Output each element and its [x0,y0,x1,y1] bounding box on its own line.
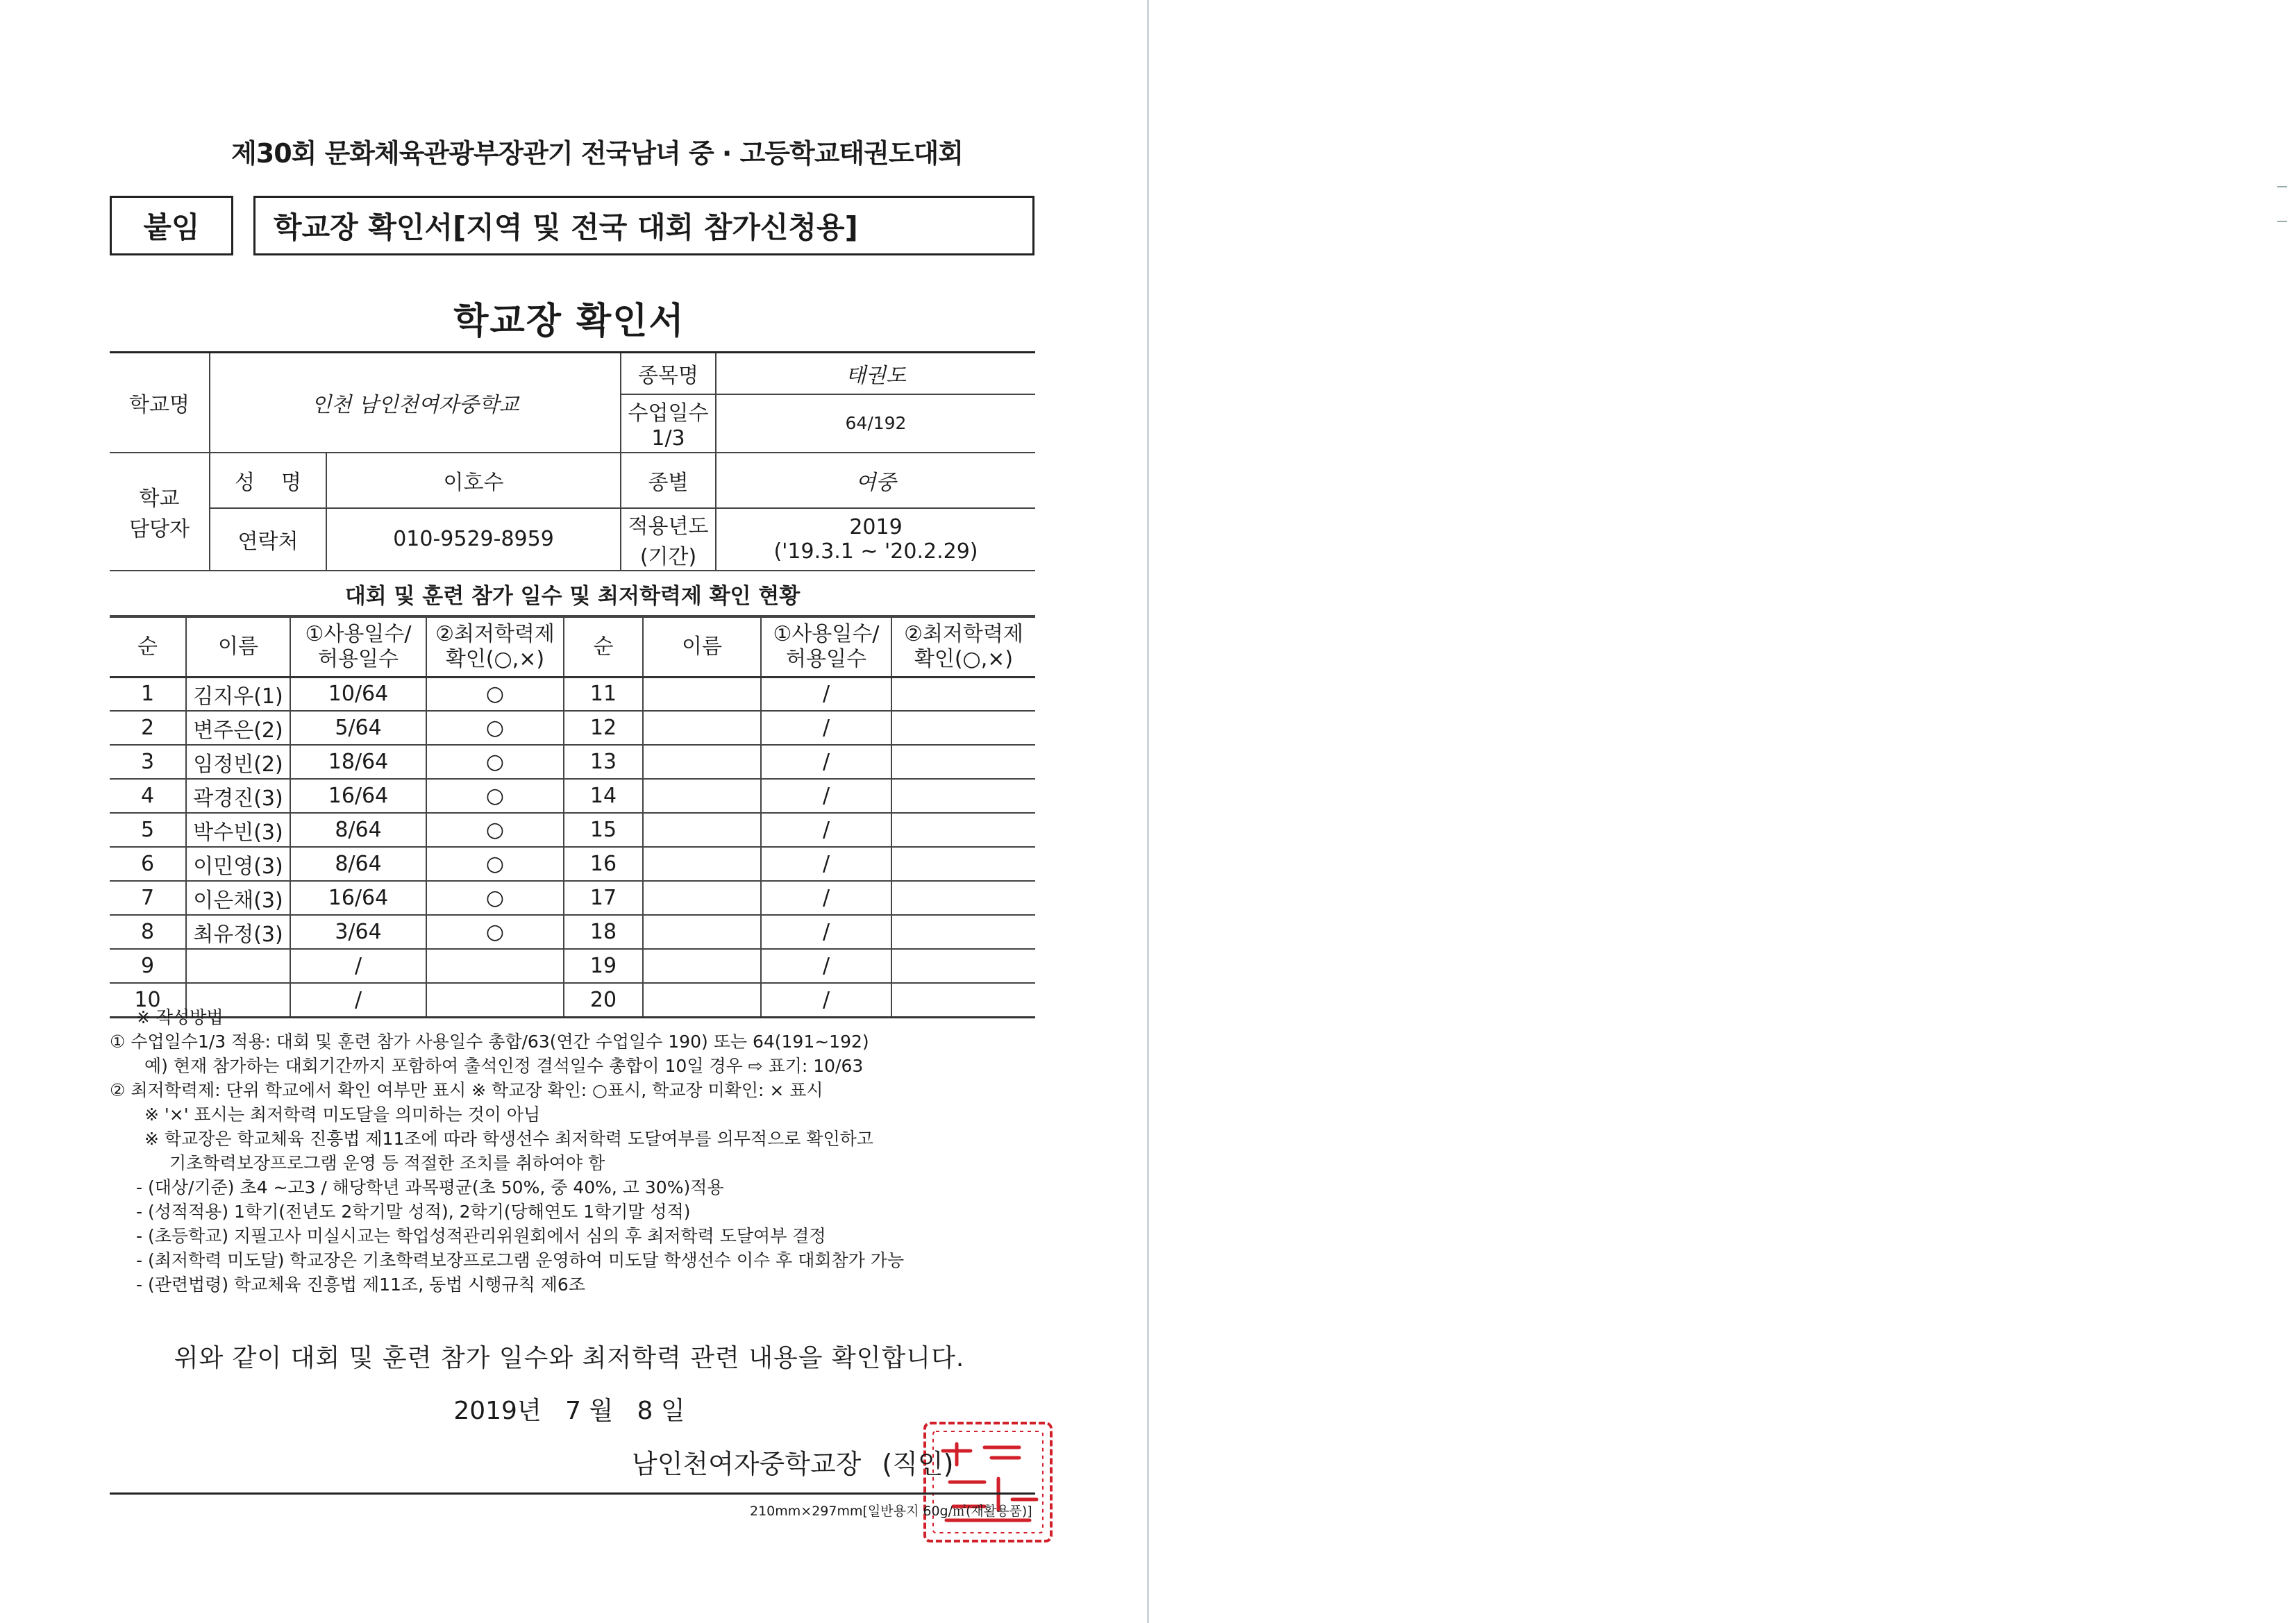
row-days: / [761,949,891,983]
attachment-tag-label: 붙임 [143,210,200,244]
table-row [110,745,1035,779]
page-divider [1147,0,1149,1623]
row-name [643,779,761,813]
col-min-line2: 확인(○,×) [914,646,1014,671]
edge-mark [2277,186,2287,187]
row-name: 이은채(3) [186,881,290,915]
row-name [643,677,761,711]
school-label: 학교명 [110,353,210,453]
row-no: 11 [564,677,643,711]
row-no: 9 [110,949,186,983]
col-min-line1: ②최저학력제 [435,621,555,646]
table-row [110,915,1035,949]
table-row [110,711,1035,745]
row-check: ○ [426,677,564,711]
row-no: 2 [110,711,186,745]
row-name: 최유정(3) [186,915,290,949]
table-row [110,847,1035,881]
instructions [110,1005,1040,1297]
row-days: 5/64 [290,711,426,745]
note-line: - (대상/기준) 초4 ~고3 / 해당학년 과목평균(초 50%, 중 40%, 고 30%)적용 [136,1177,724,1197]
row-name [643,949,761,983]
row-no: 3 [110,745,186,779]
row-check: ○ [426,711,564,745]
contact-value: 010-9529-8959 [326,508,621,571]
row-days: / [761,779,891,813]
row-check: ○ [426,745,564,779]
event-title: 제30회 문화체육관광부장관기 전국남녀 중 · 고등학교태권도대회 [231,138,963,169]
category-label: 종별 [621,453,716,508]
sport-label: 종목명 [621,353,716,394]
row-days: / [761,983,891,1017]
row-days: 3/64 [290,915,426,949]
year-period: ('19.3.1 ~ '20.2.29) [773,539,978,564]
row-days: 8/64 [290,813,426,847]
note-line: ① 수업일수1/3 적용: 대회 및 훈련 참가 사용일수 총합/63(연간 수업일수 190) 또는 64(191~192) [110,1032,869,1052]
table-row [110,677,1035,711]
note-line: ※ '×' 표시는 최저학력 미도달을 의미하는 것이 아님 [144,1104,541,1125]
row-no: 15 [564,813,643,847]
row-check [891,779,1035,813]
row-check: ○ [426,813,564,847]
table-row [110,881,1035,915]
seal-label: (직인) [882,1449,954,1479]
col-name: 이름 [643,617,761,677]
row-name [643,711,761,745]
principal-title: 남인천여자중학교장 [632,1449,862,1479]
days-label [621,394,716,453]
row-check [426,949,564,983]
row-check [891,881,1035,915]
row-check: ○ [426,779,564,813]
table-row [110,949,1035,983]
table-row [110,813,1035,847]
col-days [290,617,426,677]
info-table [110,351,1035,571]
col-name: 이름 [186,617,290,677]
notes-heading: ※ 작성방법 [136,1007,224,1027]
col-days-line2: 허용일수 [318,646,399,671]
row-no: 4 [110,779,186,813]
row-name: 곽경진(3) [186,779,290,813]
row-days: 16/64 [290,779,426,813]
school-value: 인천 남인천여자중학교 [210,353,621,453]
contact-label: 연락처 [210,508,326,571]
official-seal-stamp [915,1416,1061,1548]
note-line: ② 최저학력제: 단위 학교에서 확인 여부만 표시 ※ 학교장 확인: ○표시, 학교장 미확인: × 표시 [110,1080,823,1100]
row-check [891,711,1035,745]
row-no: 14 [564,779,643,813]
row-days: 8/64 [290,847,426,881]
year-number: 2019 [849,514,903,539]
form-title: 학교장 확인서[지역 및 전국 대회 참가신청용] [274,210,858,244]
row-no: 17 [564,881,643,915]
row-days: / [761,881,891,915]
col-min-line1: ②최저학력제 [904,621,1023,646]
row-name [643,915,761,949]
signature-line [632,1443,953,1481]
name-label: 성 명 [210,453,326,508]
year-label [621,508,716,571]
edge-mark [2277,221,2287,222]
closing-statement: 위와 같이 대회 및 훈련 참가 일수와 최저학력 관련 내용을 확인합니다. [174,1344,965,1372]
row-no: 1 [110,677,186,711]
row-days: 18/64 [290,745,426,779]
row-no: 19 [564,949,643,983]
manager-label [110,453,210,571]
row-check: ○ [426,847,564,881]
row-days: / [761,915,891,949]
row-check [891,949,1035,983]
doc-title: 학교장 확인서 [453,301,685,342]
row-days: / [290,949,426,983]
row-name [643,881,761,915]
row-no: 13 [564,745,643,779]
note-line: 기초학력보장프로그램 운영 등 적절한 조치를 취하여야 함 [169,1153,605,1173]
category-value: 여중 [716,453,1035,508]
row-name: 임정빈(2) [186,745,290,779]
row-days: / [761,745,891,779]
row-name [186,949,290,983]
row-days: / [761,847,891,881]
year-value [716,508,1035,571]
manager-label-line2: 담당자 [129,516,190,541]
col-no: 순 [564,617,643,677]
section-title: 대회 및 훈련 참가 일수 및 최저학력제 확인 현황 [110,576,1035,616]
days-value: 64/192 [716,394,1035,453]
row-no: 20 [564,983,643,1017]
row-no: 6 [110,847,186,881]
row-no: 12 [564,711,643,745]
note-line: - (성적적용) 1학기(전년도 2학기말 성적), 2학기(당해연도 1학기말 성적) [136,1202,691,1222]
row-days: / [761,677,891,711]
row-check [891,915,1035,949]
manager-label-line1: 학교 [139,486,180,511]
paper-spec-note: 210mm×297mm[일반용지 60g/㎡(재활용품)] [750,1504,1032,1519]
row-days: 10/64 [290,677,426,711]
days-label-line2: 1/3 [651,426,685,451]
row-check: ○ [426,915,564,949]
row-name [643,813,761,847]
roster-table [110,616,1035,1018]
row-check [891,847,1035,881]
note-line: - (초등학교) 지필고사 미실시교는 학업성적관리위원회에서 심의 후 최저학력 도달여부 결정 [136,1226,826,1246]
row-name [643,847,761,881]
col-days-line1: ①사용일수/ [305,621,412,646]
name-value: 이호수 [326,453,621,508]
row-days: / [761,813,891,847]
year-label-line2: (기간) [639,544,697,569]
note-line: - (최저학력 미도달) 학교장은 기초학력보장프로그램 운영하여 미도달 학생선수 이수 후 대회참가 가능 [136,1250,905,1270]
row-no: 18 [564,915,643,949]
row-name: 김지우(1) [186,677,290,711]
col-min-line2: 확인(○,×) [445,646,545,671]
sport-value: 태권도 [716,353,1035,394]
row-no: 7 [110,881,186,915]
days-label-line1: 수업일수 [628,401,709,426]
row-check [891,677,1035,711]
row-no: 8 [110,915,186,949]
row-no: 10 [110,983,186,1017]
row-days: / [761,711,891,745]
footer-rule [110,1492,1035,1495]
col-min [426,617,564,677]
col-days-line2: 허용일수 [786,646,866,671]
note-line: - (관련법령) 학교체육 진흥법 제11조, 동법 시행규칙 제6조 [136,1275,585,1295]
issue-date: 2019년 7 월 8 일 [453,1397,685,1425]
row-days: 16/64 [290,881,426,915]
row-name: 변주은(2) [186,711,290,745]
row-days: / [290,983,426,1017]
col-days-line1: ①사용일수/ [773,621,880,646]
row-check [891,745,1035,779]
row-name: 박수빈(3) [186,813,290,847]
col-no: 순 [110,617,186,677]
row-no: 5 [110,813,186,847]
row-check [891,813,1035,847]
year-label-line1: 적용년도 [628,514,709,539]
attachment-tag [110,196,233,255]
note-line: ※ 학교장은 학교체육 진흥법 제11조에 따라 학생선수 최저학력 도달여부를 의무적으로 확인하고 [144,1129,873,1149]
col-min [891,617,1035,677]
note-line: 예) 현재 참가하는 대회기간까지 포함하여 출석인정 결석일수 총합이 10일 경우 ⇨ 표기: 10/63 [144,1056,864,1076]
form-title-box [253,196,1034,255]
row-name [643,745,761,779]
row-no: 16 [564,847,643,881]
col-days [761,617,891,677]
row-check: ○ [426,881,564,915]
row-name: 이민영(3) [186,847,290,881]
table-row [110,779,1035,813]
